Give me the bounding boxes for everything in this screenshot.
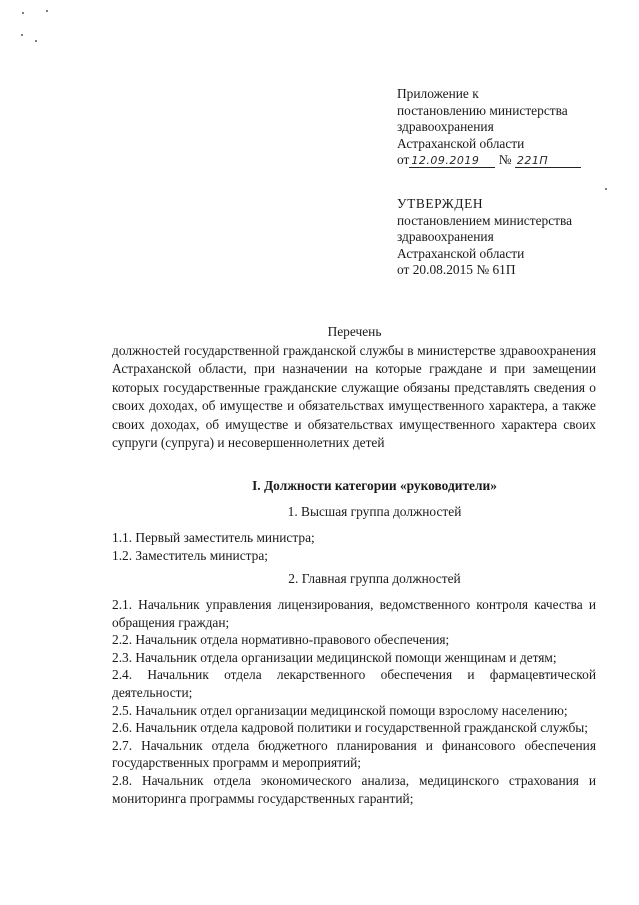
- section-heading: I. Должности категории «руководители»: [252, 478, 497, 493]
- position-item: 2.2. Начальник отдела нормативно-правового обеспечения;: [112, 632, 450, 648]
- appendix-block: [397, 86, 581, 169]
- approved-title: УТВЕРЖДЕН: [397, 196, 484, 211]
- handwritten-number: 221П: [515, 154, 581, 168]
- position-item: 2.1. Начальник управления лицензирования, ведомственного контроля качества и обращения граждан;: [112, 597, 596, 630]
- position-item: 1.1. Первый заместитель министра;: [112, 530, 315, 545]
- position-item: 2.7. Начальник отдела бюджетного планирования и финансового обеспечения государственных программ и мероприятий;: [112, 737, 596, 771]
- appendix-line: постановлению министерства: [397, 102, 568, 118]
- appendix-date-line: [397, 152, 581, 169]
- position-item: 2.8. Начальник отдела экономического анализа, медицинского страхования и мониторинга программы государственных гарантий;: [112, 772, 596, 806]
- position-item: 2.4. Начальник отдела лекарственного обеспечения и фармацевтической деятельности;: [112, 667, 596, 700]
- group-heading-higher: 1. Высшая группа должностей: [287, 504, 462, 519]
- document-intro: должностей государственной гражданской службы в министерстве здравоохранения Астраханской области, при назначении на которые граждане и при замещении которых государственные гражданские служащие обязаны представлять сведения о своих доходах, об имуществе и обязательствах имущественного характера, а также своих доходах, об имуществе и обязательствах имущественного характера своих супруги (супруга) и несовершеннолетних детей: [112, 343, 596, 451]
- approved-line: Астраханской области: [397, 245, 525, 261]
- date-prefix: от: [397, 152, 410, 167]
- document-title: Перечень: [327, 324, 382, 339]
- number-prefix: №: [498, 152, 512, 167]
- appendix-line: здравоохранения: [397, 119, 494, 134]
- approved-line: от 20.08.2015 № 61П: [397, 262, 516, 277]
- group-items-main: [112, 596, 596, 807]
- approved-block: [397, 196, 572, 279]
- approved-line: постановлением министерства: [397, 212, 573, 228]
- position-item: 2.6. Начальник отдела кадровой политики и государственной гражданской службы;: [112, 720, 588, 736]
- appendix-line: Астраханской области: [397, 135, 525, 151]
- group-items-higher: [112, 529, 596, 564]
- handwritten-date: 12.09.2019: [409, 154, 495, 168]
- position-item: 2.3. Начальник отдела организации медицинской помощи женщинам и детям;: [112, 649, 557, 665]
- appendix-line: Приложение к: [397, 86, 479, 101]
- position-item: 2.5. Начальник отдел организации медицинской помощи взрослому населению;: [112, 702, 568, 718]
- approved-line: здравоохранения: [397, 229, 494, 244]
- group-heading-main: 2. Главная группа должностей: [288, 571, 461, 586]
- position-item: 1.2. Заместитель министра;: [112, 547, 269, 563]
